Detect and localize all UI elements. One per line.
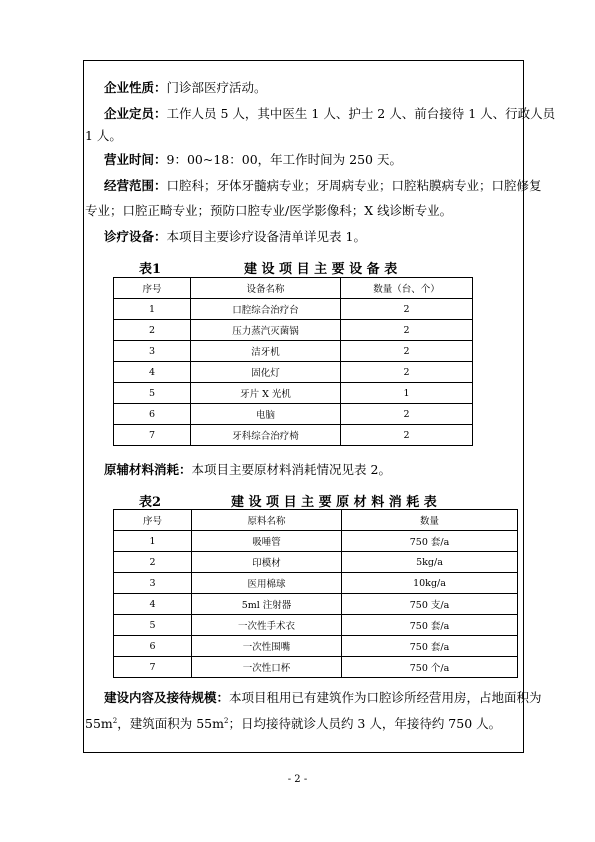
business-hours-text: 9：00~18：00，年工作时间为 250 天。 bbox=[166, 152, 402, 167]
materials-table-cell: 750 套/a bbox=[342, 531, 518, 552]
business-scope-paragraph-cont bbox=[85, 203, 452, 219]
materials-text: 本项目主要原材料消耗情况见表 2。 bbox=[191, 462, 391, 477]
construction-text: 本项目租用已有建筑作为口腔诊所经营用房，占地面积为 bbox=[229, 690, 542, 705]
equipment-table-cell: 2 bbox=[341, 404, 473, 425]
table-row bbox=[114, 362, 473, 383]
business-hours-paragraph bbox=[104, 152, 402, 168]
materials-table-cell: 750 支/a bbox=[342, 594, 518, 615]
materials-table-cell: 750 套/a bbox=[342, 615, 518, 636]
equipment-table-cell: 1 bbox=[114, 299, 191, 320]
superscript-2: 2 bbox=[223, 716, 229, 725]
table-row bbox=[114, 383, 473, 404]
equipment-table-header-cell: 序号 bbox=[114, 278, 191, 299]
staffing-text: 工作人员 5 人，其中医生 1 人、护士 2 人、前台接待 1 人、行政人员 bbox=[166, 106, 556, 121]
table-row bbox=[114, 615, 518, 636]
materials-table-cell: 5kg/a bbox=[342, 552, 518, 573]
equipment-table-cell: 牙片 X 光机 bbox=[191, 383, 341, 404]
equipment-table-cell: 2 bbox=[341, 341, 473, 362]
materials-paragraph bbox=[104, 462, 391, 478]
business-hours-label: 营业时间： bbox=[104, 152, 167, 167]
business-scope-text: 口腔科；牙体牙髓病专业；牙周病专业；口腔粘膜病专业；口腔修复 bbox=[166, 178, 542, 193]
materials-table-cell: 医用棉球 bbox=[192, 573, 342, 594]
construction-label: 建设内容及接待规模： bbox=[104, 690, 230, 705]
materials-table-cell: 印模材 bbox=[192, 552, 342, 573]
table1-number: 表1 bbox=[139, 262, 162, 277]
equipment-table-cell: 固化灯 bbox=[191, 362, 341, 383]
materials-label: 原辅材料消耗： bbox=[104, 462, 192, 477]
staffing-label: 企业定员： bbox=[104, 106, 167, 121]
equipment-table-cell: 7 bbox=[114, 425, 191, 446]
table-row bbox=[114, 404, 473, 425]
equipment-table bbox=[113, 277, 473, 446]
business-scope-text-2: 专业；口腔正畸专业；预防口腔专业/医学影像科；X 线诊断专业。 bbox=[85, 203, 453, 218]
table-row bbox=[114, 594, 518, 615]
equipment-table-cell: 2 bbox=[114, 320, 191, 341]
table-row bbox=[114, 299, 473, 320]
table-row bbox=[114, 657, 518, 678]
equipment-table-cell: 电脑 bbox=[191, 404, 341, 425]
staffing-paragraph-cont bbox=[85, 128, 122, 144]
superscript-2: 2 bbox=[112, 716, 118, 725]
materials-table-cell: 一次性口杯 bbox=[192, 657, 342, 678]
materials-table-cell: 750 套/a bbox=[342, 636, 518, 657]
equipment-table-cell: 4 bbox=[114, 362, 191, 383]
table-row bbox=[114, 573, 518, 594]
construction-area-a: 55m bbox=[85, 716, 113, 731]
table-row bbox=[114, 320, 473, 341]
materials-table-cell: 6 bbox=[114, 636, 192, 657]
equipment-table-cell: 洁牙机 bbox=[191, 341, 341, 362]
materials-table-header-cell: 数量 bbox=[342, 510, 518, 531]
table2-title: 建 设 项 目 主 要 原 材 料 消 耗 表 bbox=[231, 495, 437, 510]
materials-table-cell: 4 bbox=[114, 594, 192, 615]
construction-paragraph bbox=[104, 690, 542, 706]
equipment-table-cell: 5 bbox=[114, 383, 191, 404]
table-row bbox=[114, 341, 473, 362]
equipment-table-cell: 2 bbox=[341, 320, 473, 341]
enterprise-nature-label: 企业性质： bbox=[104, 80, 167, 95]
materials-table-header-cell: 序号 bbox=[114, 510, 192, 531]
equipment-table-cell: 2 bbox=[341, 425, 473, 446]
equipment-table-header-cell: 设备名称 bbox=[191, 278, 341, 299]
materials-table-header-row bbox=[114, 510, 518, 531]
equipment-table-cell: 1 bbox=[341, 383, 473, 404]
materials-table-header-cell: 原料名称 bbox=[192, 510, 342, 531]
materials-table-cell: 750 个/a bbox=[342, 657, 518, 678]
business-scope-label: 经营范围： bbox=[104, 178, 167, 193]
equipment-table-cell: 2 bbox=[341, 299, 473, 320]
equipment-table-header-cell: 数量（台、个） bbox=[341, 278, 473, 299]
materials-table bbox=[113, 509, 518, 678]
construction-paragraph-cont bbox=[85, 716, 501, 732]
materials-table-cell: 2 bbox=[114, 552, 192, 573]
materials-table-cell: 5 bbox=[114, 615, 192, 636]
equipment-table-cell: 3 bbox=[114, 341, 191, 362]
equipment-label: 诊疗设备： bbox=[104, 229, 167, 244]
equipment-table-cell: 6 bbox=[114, 404, 191, 425]
construction-area-c: ；日均接待就诊人员约 3 人，年接待约 750 人。 bbox=[228, 716, 502, 731]
materials-table-cell: 一次性围嘴 bbox=[192, 636, 342, 657]
table-row bbox=[114, 531, 518, 552]
table1-title: 建 设 项 目 主 要 设 备 表 bbox=[244, 262, 398, 277]
materials-table-cell: 吸唾管 bbox=[192, 531, 342, 552]
enterprise-nature-paragraph bbox=[104, 80, 267, 96]
materials-table-cell: 3 bbox=[114, 573, 192, 594]
equipment-table-cell: 压力蒸汽灭菌锅 bbox=[191, 320, 341, 341]
equipment-table-cell: 牙科综合治疗椅 bbox=[191, 425, 341, 446]
enterprise-nature-text: 门诊部医疗活动。 bbox=[166, 80, 267, 95]
business-scope-paragraph bbox=[104, 178, 542, 194]
equipment-table-header-row bbox=[114, 278, 473, 299]
staffing-paragraph bbox=[104, 106, 555, 122]
table2-number: 表2 bbox=[139, 495, 162, 510]
page-number: - 2 - bbox=[287, 774, 308, 785]
equipment-paragraph bbox=[104, 229, 366, 245]
materials-table-cell: 10kg/a bbox=[342, 573, 518, 594]
staffing-text-2: 1 人。 bbox=[85, 128, 122, 143]
equipment-table-cell: 2 bbox=[341, 362, 473, 383]
equipment-table-cell: 口腔综合治疗台 bbox=[191, 299, 341, 320]
table-row bbox=[114, 425, 473, 446]
equipment-table-body bbox=[114, 278, 473, 446]
table-row bbox=[114, 636, 518, 657]
equipment-text: 本项目主要诊疗设备清单详见表 1。 bbox=[166, 229, 366, 244]
materials-table-body bbox=[114, 510, 518, 678]
materials-table-cell: 7 bbox=[114, 657, 192, 678]
materials-table-cell: 5ml 注射器 bbox=[192, 594, 342, 615]
materials-table-cell: 1 bbox=[114, 531, 192, 552]
table-row bbox=[114, 552, 518, 573]
construction-area-b: ，建筑面积为 55m bbox=[117, 716, 224, 731]
materials-table-cell: 一次性手术衣 bbox=[192, 615, 342, 636]
